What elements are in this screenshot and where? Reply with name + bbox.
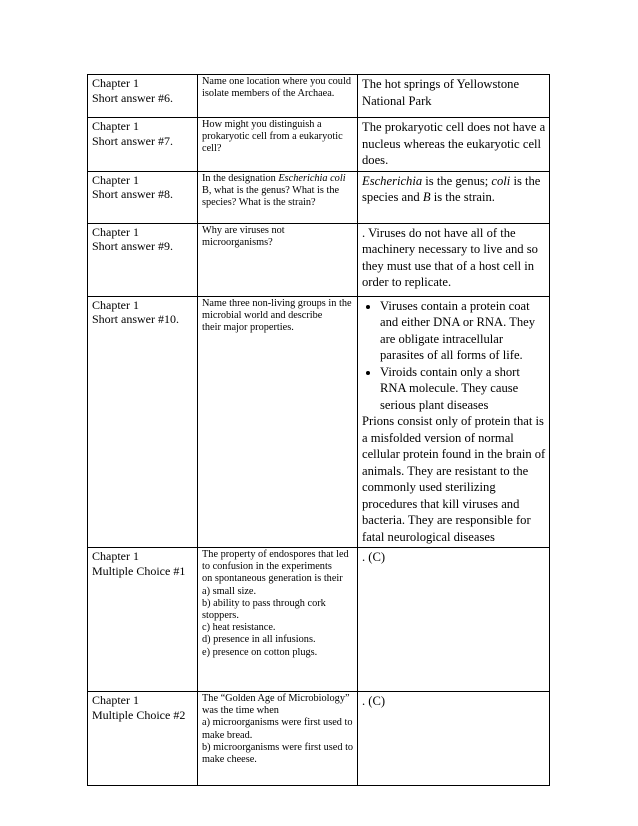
chapter-label: Chapter 1 <box>92 119 139 133</box>
chapter-cell <box>88 296 198 548</box>
chapter-cell <box>88 692 198 786</box>
question-cell <box>198 171 358 223</box>
option-d: d) presence in all infusions. <box>202 634 316 646</box>
answer-text: Prions consist only of protein that is a misfolded version of normal cellular protein found in the brain of animals. They are resistant to the commonly used sterilizing procedures that kill viruses and bacteria. They are responsible for fatal neurological diseases <box>362 414 546 544</box>
question-cell <box>198 692 358 786</box>
chapter-cell <box>88 223 198 296</box>
question-id: Short answer #6. <box>92 90 173 105</box>
chapter-label: Chapter 1 <box>92 297 139 312</box>
answer-strain: B <box>422 190 431 204</box>
answer-cell <box>358 296 550 548</box>
question-id: Short answer #8. <box>92 187 173 201</box>
question-line: Name three non-living groups in the microbial world and describe <box>202 297 352 321</box>
table-row <box>88 692 550 786</box>
question-cell <box>198 75 358 118</box>
chapter-cell <box>88 118 198 172</box>
question-text: Name one location where you could isolate members of the Archaea. <box>202 76 351 100</box>
option-b: b) ability to pass through cork stoppers. <box>202 597 326 622</box>
chapter-label: Chapter 1 <box>92 76 139 90</box>
table-row <box>88 296 550 548</box>
qa-table <box>87 74 550 786</box>
option-e: e) presence on cotton plugs. <box>202 646 318 658</box>
answer-text: The hot springs of Yellowstone National Park <box>362 77 520 108</box>
option-c: c) heat resistance. <box>202 622 276 634</box>
chapter-label: Chapter 1 <box>92 224 139 239</box>
question-id: Short answer #10. <box>92 312 179 326</box>
question-text-part: In the designation <box>202 172 279 184</box>
chapter-label: Chapter 1 <box>92 693 139 707</box>
question-line: The “Golden Age of Microbiology” was the time when <box>202 693 350 717</box>
answer-species: coli <box>491 173 511 188</box>
question-id: Multiple Choice #1 <box>92 563 186 578</box>
question-id: Multiple Choice #2 <box>92 707 186 722</box>
question-cell <box>198 118 358 172</box>
option-b: b) microorganisms were first used to make cheese. <box>202 741 354 766</box>
table-row <box>88 118 550 172</box>
answer-text: The prokaryotic cell does not have a nucleus whereas the eukaryotic cell does. <box>362 120 546 167</box>
chapter-cell <box>88 548 198 692</box>
chapter-cell <box>88 171 198 223</box>
question-text-part: B, what is the genus? What is the species? What is the strain? <box>202 184 340 208</box>
chapter-label: Chapter 1 <box>92 172 139 187</box>
question-text: How might you distinguish a prokaryotic cell from a eukaryotic cell? <box>202 119 343 155</box>
answer-text: . (C) <box>362 550 386 564</box>
question-cell <box>198 296 358 548</box>
answer-bullet: • Viroids contain only a short RNA molecule. They cause serious plant diseases <box>380 364 546 414</box>
answer-cell <box>358 692 550 786</box>
answer-text-part: is the species and <box>362 173 541 204</box>
table-row <box>88 75 550 118</box>
question-cell <box>198 548 358 692</box>
answer-cell <box>358 548 550 692</box>
question-genus-species: Escherichia coli <box>278 172 346 184</box>
question-id: Short answer #7. <box>92 133 173 148</box>
chapter-cell <box>88 75 198 118</box>
table-row <box>88 223 550 296</box>
answer-cell <box>358 75 550 118</box>
answer-cell <box>358 223 550 296</box>
table-row <box>88 548 550 692</box>
answer-genus: Escherichia <box>362 173 423 188</box>
table-row <box>88 171 550 223</box>
answer-cell <box>358 118 550 172</box>
question-line: The property of endospores that led to confusion in the experiments <box>202 549 349 573</box>
answer-text: . Viruses do not have all of the machinery necessary to live and so they must use that of a host cell in order to replicate. <box>362 225 538 289</box>
answer-bullet: • Viruses contain a protein coat and either DNA or RNA. They are obligate intracellular parasites of all forms of life. <box>380 298 546 364</box>
answer-bullet-list <box>362 298 546 414</box>
question-line: on spontaneous generation is their <box>202 573 343 585</box>
answer-cell <box>358 171 550 223</box>
option-a: a) microorganisms were first used to make bread. <box>202 717 353 741</box>
answer-text: . (C) <box>362 694 386 708</box>
option-a: a) small size. <box>202 585 257 597</box>
answer-text-part: is the strain. <box>430 190 495 204</box>
question-line: their major properties. <box>202 321 294 333</box>
question-cell <box>198 223 358 296</box>
answer-text-part: is the genus; <box>422 173 492 188</box>
question-id: Short answer #9. <box>92 239 173 253</box>
chapter-label: Chapter 1 <box>92 549 139 563</box>
question-text: Why are viruses not microorganisms? <box>202 224 285 248</box>
